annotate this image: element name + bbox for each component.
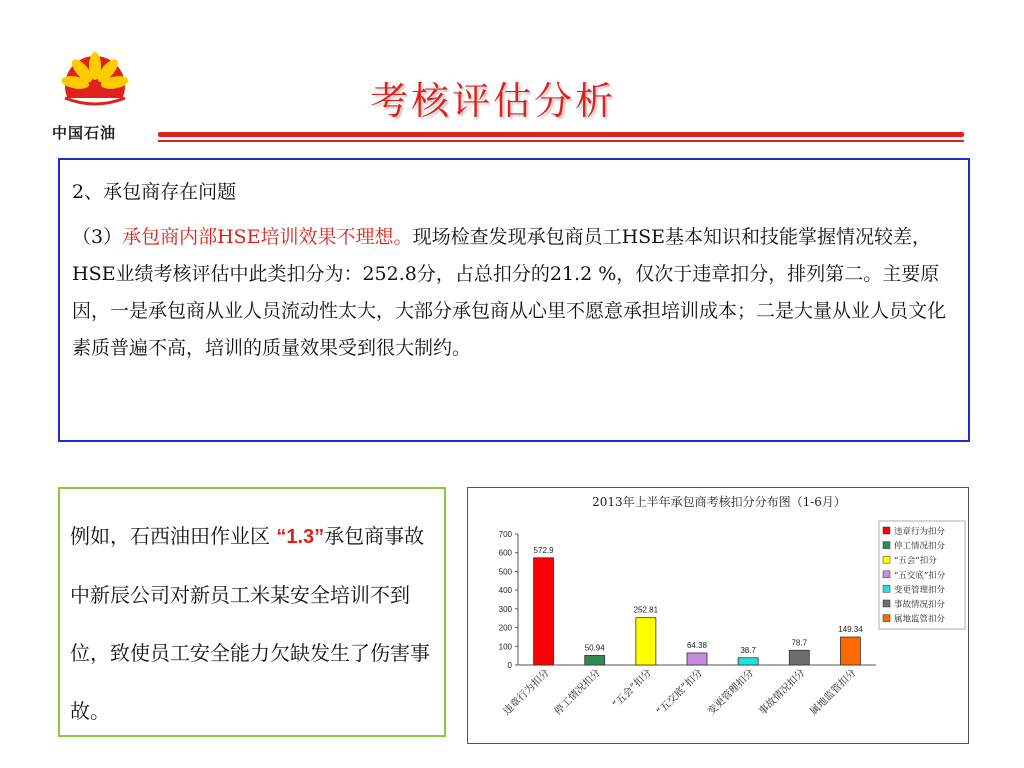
y-tick-label: 600 <box>498 548 512 558</box>
legend-swatch <box>883 527 890 534</box>
box1-paragraph <box>72 219 956 367</box>
y-tick-label: 700 <box>498 530 512 539</box>
example-box <box>58 487 446 737</box>
data-label: 64.38 <box>686 640 708 650</box>
legend-swatch <box>883 571 890 578</box>
data-label: 572.9 <box>533 545 554 555</box>
legend-label: “五会”扣分 <box>894 556 937 567</box>
x-tick-label: “五会”扣分 <box>610 667 654 711</box>
y-tick-label: 200 <box>498 623 512 633</box>
example-quote: “1.3” <box>276 526 325 548</box>
example-rest: 承包商事故中新辰公司对新员工米某安全培训不到位，致使员工安全能力欠缺发生了伤害事故。 <box>70 524 430 723</box>
data-label: 50.94 <box>584 643 605 653</box>
bar <box>738 658 758 665</box>
y-tick-label: 0 <box>507 661 512 670</box>
legend-label: 违章行为扣分 <box>894 527 946 537</box>
x-tick-label: 属地监管扣分 <box>808 667 859 718</box>
bar <box>687 653 707 665</box>
y-tick-label: 300 <box>498 604 512 614</box>
x-tick-label: 停工情况扣分 <box>552 667 603 718</box>
bar <box>585 655 605 665</box>
x-tick-label: 违章行为扣分 <box>501 667 552 718</box>
legend-swatch <box>883 585 890 592</box>
bar <box>789 650 809 665</box>
legend-swatch <box>883 615 890 622</box>
box1-heading: 2、承包商存在问题 <box>72 181 237 203</box>
chart-title: 2013年上半年承包商考核扣分分布图（1-6月） <box>592 495 846 509</box>
x-tick-label: 变更管理扣分 <box>706 667 757 718</box>
legend-label: 事故情况扣分 <box>894 600 946 610</box>
bar-chart-svg <box>468 488 970 745</box>
data-label: 38.7 <box>740 645 756 655</box>
example-prefix: 例如，石西油田作业区 <box>70 524 277 548</box>
x-tick-label: 事故情况扣分 <box>757 667 808 718</box>
para-rest: 现场检查发现承包商员工HSE基本知识和技能掌握情况较差，HSE业绩考核评估中此类扣分为：252.8分，占总扣分的21.2 %，仅次于违章扣分，排列第二。主要原因，一是承包商从业人员流动性太大，大部分承包商从心里不愿意承担培训成本；二是大量从业人员文化素质普遍不高，培训的质量效果受到很大制约。 <box>72 226 947 359</box>
problem-box <box>58 158 970 442</box>
data-label: 252.81 <box>633 605 659 615</box>
data-label: 78.7 <box>791 638 808 648</box>
bar <box>636 618 656 665</box>
legend-swatch <box>883 556 890 563</box>
logo-text: 中国石油 <box>52 124 117 142</box>
x-tick-label: “五交底”扣分 <box>654 667 706 718</box>
bar <box>534 558 554 665</box>
page-title: 考核评估分析 <box>370 79 617 123</box>
data-label: 149.34 <box>838 625 863 635</box>
title-rule <box>158 132 964 137</box>
y-tick-label: 100 <box>498 642 512 652</box>
title-rule-thin <box>158 140 964 142</box>
bar-chart <box>467 487 969 744</box>
legend-label: 属地监管扣分 <box>894 614 946 625</box>
para-highlight: 承包商内部HSE培训效果不理想。 <box>122 226 413 248</box>
legend-label: 停工情况扣分 <box>894 541 946 552</box>
para-prefix: （3） <box>72 226 123 248</box>
legend-label: 变更管理扣分 <box>894 585 946 596</box>
bar <box>840 637 860 665</box>
legend-label: “五交底”扣分 <box>894 570 946 581</box>
legend-swatch <box>883 600 890 607</box>
legend-swatch <box>883 542 890 549</box>
y-tick-label: 400 <box>498 586 512 596</box>
y-tick-label: 500 <box>498 567 512 577</box>
